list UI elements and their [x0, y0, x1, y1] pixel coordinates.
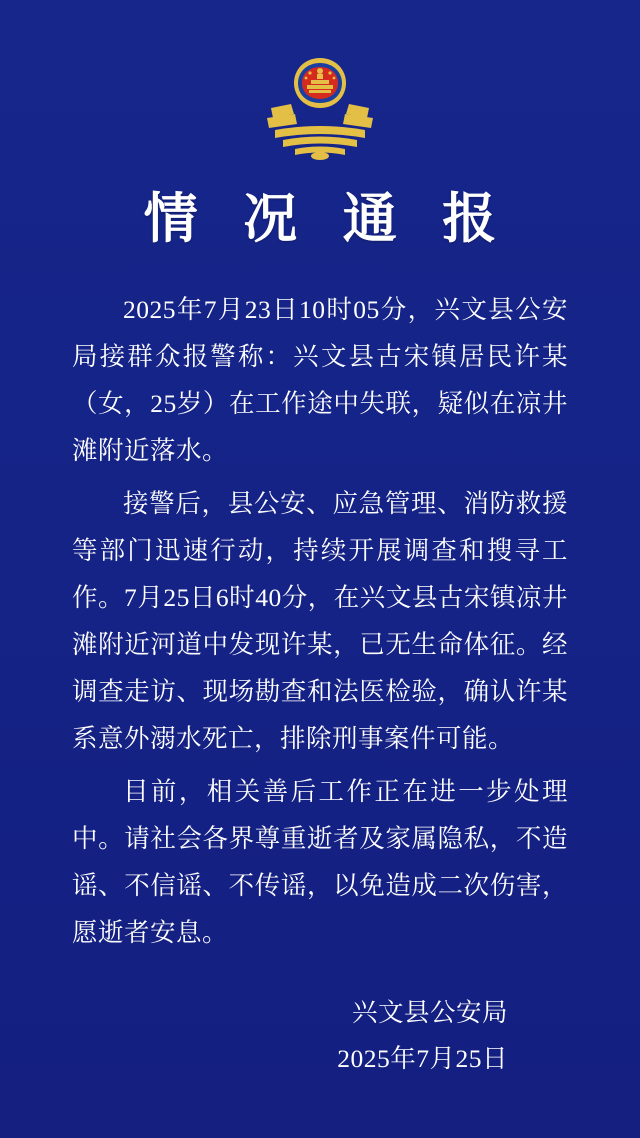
page-title: 情 况 通 报 — [143, 189, 513, 249]
notice-body — [72, 286, 568, 956]
paragraph-1: 2025年7月23日10时05分，兴文县公安局接群众报警称：兴文县古宋镇居民许某（女，25岁）在工作途中失联，疑似在凉井滩附近落水。 — [72, 294, 568, 465]
signature-block — [72, 990, 568, 1082]
emblem-container — [72, 0, 568, 160]
paragraph-2: 接警后，县公安、应急管理、消防救援等部门迅速行动，持续开展调查和搜寻工作。7月25日6时40分，在兴文县古宋镇凉井滩附近河道中发现许某，已无生命体征。经调查走访、现场勘查和法医检验，确认许某系意外溺水死亡，排除刑事案件可能。 — [72, 488, 568, 753]
paragraph-3: 目前，相关善后工作正在进一步处理中。请社会各界尊重逝者及家属隐私，不造谣、不信谣、不传谣，以免造成二次伤害，愿逝者安息。 — [72, 776, 568, 947]
police-emblem-icon — [261, 52, 379, 160]
signature-issuer: 兴文县公安局 — [351, 997, 508, 1027]
signature-date: 2025年7月25日 — [337, 1043, 508, 1073]
